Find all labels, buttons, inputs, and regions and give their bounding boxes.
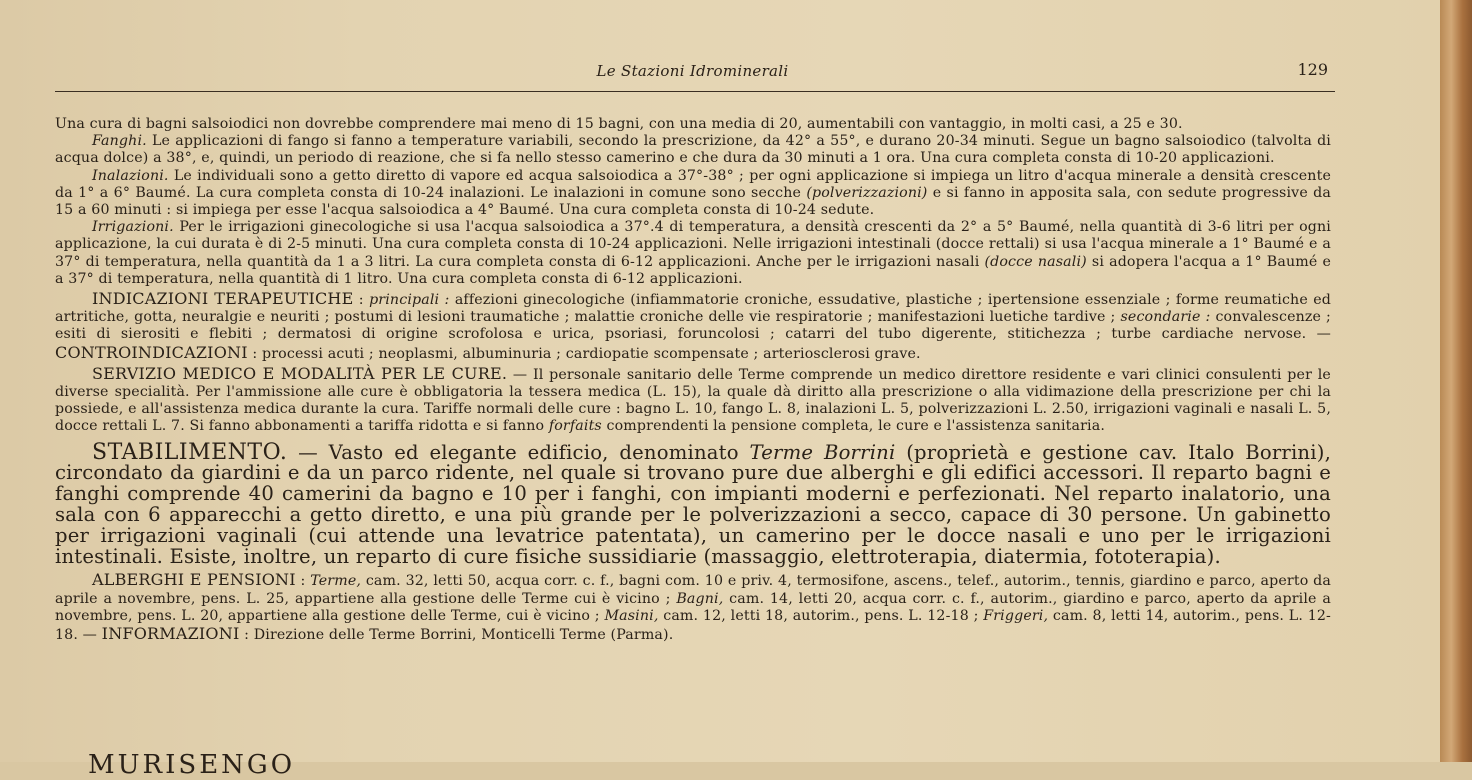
section-heading: ALBERGHI E PENSIONI xyxy=(92,570,296,590)
italic-term: Terme Borrini xyxy=(749,440,896,464)
paragraph-label: Irrigazioni. xyxy=(92,219,174,236)
section-heading: SERVIZIO MEDICO E MODALITÀ PER LE CURE. xyxy=(92,363,508,383)
page-number: 129 xyxy=(1297,60,1328,79)
page-header xyxy=(55,58,1330,84)
paragraph-text: Le individuali sono a getto diretto di vapore ed acqua salsoiodica a 37°-38° ; per ogni applicazione si impiega un litro d'acqua minerale a densità crescente da 1° a 6° Baumé. La cura completa consta di 10-24 inalazioni. Le inalazioni in comune sono secche xyxy=(55,167,1331,201)
paragraph-text: cam. 32, letti 50, acqua corr. c. f., bagni com. 10 e priv. 4, termosifone, ascens., telef., autorim., tennis, giardino e parco, aperto da aprile a novembre, pens. L. 25, appartiene alla gestione delle Terme cui è vicino ; xyxy=(55,573,1332,607)
section-heading: INDICAZIONI TERAPEUTICHE xyxy=(92,289,354,309)
paragraph-text: — Il personale sanitario delle Terme comprende un medico direttore residente e vari clinici consulenti per le diverse specialità. Per l'ammissione alle cure è obbligatoria la tessera medica (L. 15), la quale dà diritto alla prescrizione o alla vidimazione della prescrizione per chi la possiede, e all'assistenza medica durante la cura. Tariffe normali delle cure : bagno L. 10, fango L. 8, inalazioni L. 5, polverizzazioni L. 2.50, irrigazioni vaginali e nasali L. 5, docce rettali L. 7. Si fanno abbonamenti a tariffa ridotta e si fanno xyxy=(55,366,1331,435)
italic-term: forfaits xyxy=(548,418,602,435)
section-heading: STABILIMENTO. xyxy=(92,439,288,465)
section-heading: CONTROINDICAZIONI xyxy=(55,342,248,362)
paragraph-label: Inalazioni. xyxy=(92,167,169,184)
paragraph-text: Le applicazioni di fango si fanno a temperature variabili, secondo la prescrizione, da 42° a 55°, e durano 20-34 minuti. Segue un bagno salsoiodico (talvolta di acqua dolce) a 38°, e, quindi, un periodo di reazione, che si fa nello stesso camerino e che dura da 30 minuti a 1 ora. Una cura completa consta di 10-20 applicazioni. xyxy=(55,133,1331,167)
paragraph-stabilimento xyxy=(55,439,1331,568)
italic-term: Friggeri, xyxy=(983,607,1049,624)
paragraph-text: cam. 8, letti 14, autorim., pens. L. 12-18. — xyxy=(55,607,1331,644)
running-title: Le Stazioni Idrominerali xyxy=(596,62,789,80)
page-edge xyxy=(1440,0,1472,762)
paragraph-bagni-count xyxy=(55,116,1331,133)
paragraph-text: cam. 12, letti 18, autorim., pens. L. 12-18 ; xyxy=(658,607,984,624)
paragraph-text: cam. 14, letti 20, acqua corr. c. f., autorim., giardino e parco, aperto da aprile a novembre, pens. L. 20, appartiene alla gestione delle Terme, cui è vicino ; xyxy=(55,590,1331,624)
italic-term: Masini, xyxy=(604,607,659,624)
italic-term: Bagni, xyxy=(676,590,724,607)
italic-term: secondarie : xyxy=(1120,309,1211,326)
paragraph-fanghi xyxy=(55,133,1331,167)
paragraph-irrigazioni xyxy=(55,219,1331,288)
header-rule xyxy=(55,91,1335,92)
paragraph-text: : processi acuti ; neoplasmi, albuminuria ; cardiopatie scompensate ; arteriosclerosi grave. xyxy=(247,345,921,362)
paragraph-text: si adopera l'acqua a 1° Baumé e a 37° di temperatura, nella quantità di 1 litro. Una cura completa consta di 6-12 applicazioni. xyxy=(55,253,1331,287)
paragraph-label: Fanghi. xyxy=(92,133,147,150)
paragraph-text: : Direzione delle Terme Borrini, Monticelli Terme (Parma). xyxy=(239,627,674,644)
separator: : xyxy=(295,573,311,590)
paragraph-indicazioni xyxy=(55,290,1331,363)
next-section-heading: MURISENGO xyxy=(88,750,296,780)
paragraph-inalazioni xyxy=(55,168,1331,220)
italic-term: (docce nasali) xyxy=(984,253,1087,270)
page-body xyxy=(55,116,1331,644)
paragraph-servizio-medico xyxy=(55,365,1331,436)
paragraph-text: e si fanno in apposita sala, con sedute progressive da 15 a 60 minuti : si impiega per esse l'acqua salsoiodica a 4° Baumé. Una cura completa consta di 10-24 sedute. xyxy=(55,184,1331,219)
paragraph-text: — Vasto ed elegante edificio, denominato xyxy=(287,440,750,464)
paragraph-text: (proprietà e gestione cav. Italo Borrini), circondato da giardini e da un parco ridente, nel quale si trovano pure due alberghi e gli edifici accessori. Il reparto bagni e fanghi comprende 40 camerini da bagno e 10 per i fanghi, con impianti moderni e perfezionati. Nel reparto inalatorio, una sala con 6 apparecchi a getto diretto, e una più grande per le polverizzazioni a secco, capace di 30 persone. Un gabinetto per irrigazioni vaginali (cui attende una levatrice patentata), un camerino per le docce nasali e uno per le irrigazioni intestinali. Esiste, inoltre, un reparto di cure fisiche sussidiarie (massaggio, elettroterapia, diatermia, fototerapia). xyxy=(55,440,1331,568)
paragraph-text: Una cura di bagni salsoiodici non dovrebbe comprendere mai meno di 15 bagni, con una media di 20, aumentabili con vantaggio, in molti casi, a 25 e 30. xyxy=(55,116,1183,132)
paragraph-text: Per le irrigazioni ginecologiche si usa l'acqua salsoiodica a 37°.4 di temperatura, a densità crescenti da 2° a 5° Baumé, nella quantità di 3-6 litri per ogni applicazione, la cui durata è di 2-5 minuti. Una cura completa consta di 10-24 applicazioni. Nelle irrigazioni intestinali (docce rettali) si usa l'acqua minerale a 1° Baumé e a 37° di temperatura, nella quantità da 1 a 3 litri. La cura completa consta di 6-12 applicazioni. Anche per le irrigazioni nasali xyxy=(55,219,1331,270)
italic-term: Terme, xyxy=(310,573,362,590)
paragraph-text: affezioni ginecologiche (infiammatorie croniche, essudative, plastiche ; ipertensione essenziale ; forme reumatiche ed artritiche, gotta, neuralgie e neuriti ; postumi di lesioni traumatiche ; malattie croniche delle vie respiratorie ; manifestazioni luetiche tardive ; xyxy=(55,292,1331,326)
italic-term: (polverizzazioni) xyxy=(806,184,928,201)
italic-term: principali : xyxy=(369,292,450,309)
section-heading: INFORMAZIONI xyxy=(101,624,240,644)
paragraph-alberghi xyxy=(55,571,1331,644)
paragraph-text: comprendenti la pensione completa, le cure e l'assistenza sanitaria. xyxy=(601,418,1106,435)
separator: : xyxy=(353,292,370,309)
paragraph-text: convalescenze ; esiti di sierositi e flebiti ; dermatosi di origine scrofolosa e urica, psoriasi, foruncolosi ; catarri del tubo digerente, stitichezza ; turbe cardiache nervose. — xyxy=(55,309,1331,343)
